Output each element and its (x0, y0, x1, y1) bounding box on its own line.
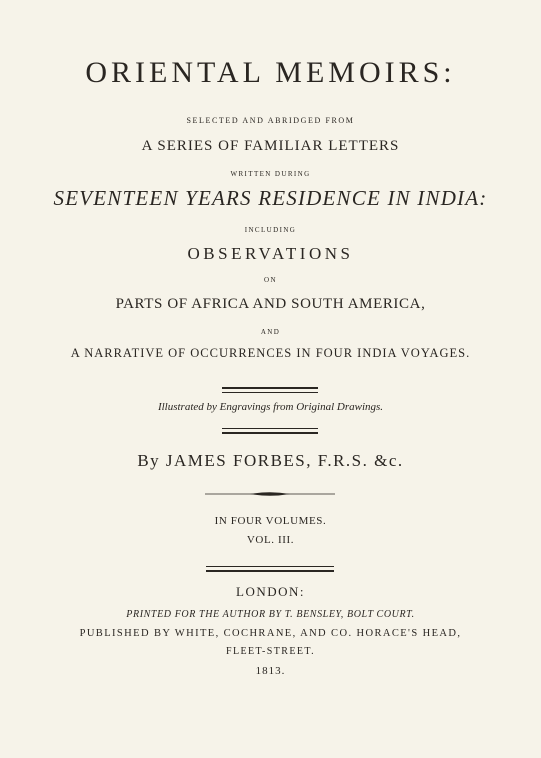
observations-line: OBSERVATIONS (187, 244, 354, 263)
seventeen-years-line: SEVENTEEN YEARS RESIDENCE IN INDIA: (53, 186, 488, 210)
on-caption: ON (264, 276, 277, 284)
and-caption: AND (260, 328, 281, 336)
author-name: JAMES FORBES, F.R.S. &c. (165, 451, 404, 470)
imprint-published: PUBLISHED BY WHITE, COCHRANE, AND CO. HORACE'S HEAD, (79, 628, 462, 639)
book-title: ORIENTAL MEMOIRS: (85, 56, 456, 89)
swelled-rule (205, 490, 335, 498)
imprint-printed: PRINTED FOR THE AUTHOR BY T. BENSLEY, BOLT COURT. (126, 609, 415, 620)
imprint-year: 1813. (255, 665, 286, 677)
volume-number: VOL. III. (246, 534, 295, 546)
written-caption: WRITTEN DURING (230, 170, 311, 178)
imprint-street: FLEET-STREET. (225, 646, 316, 657)
divider-rule (206, 566, 334, 567)
parts-line: PARTS OF AFRICA AND SOUTH AMERICA, (115, 296, 426, 312)
series-line: A SERIES OF FAMILIAR LETTERS (141, 138, 400, 154)
author-line (0, 451, 541, 471)
divider-rule (222, 392, 318, 393)
divider-rule (206, 570, 334, 572)
imprint-city: LONDON: (236, 584, 305, 599)
narrative-line: A NARRATIVE OF OCCURRENCES IN FOUR INDIA VOYAGES. (70, 346, 471, 360)
volumes-line: IN FOUR VOLUMES. (214, 515, 327, 527)
including-caption: INCLUDING (244, 226, 297, 234)
author-by: By (137, 451, 161, 470)
divider-rule (222, 387, 318, 389)
divider-rule (222, 428, 318, 429)
selected-caption: SELECTED AND ABRIDGED FROM (186, 116, 355, 125)
divider-rule (222, 432, 318, 434)
illustrated-line: Illustrated by Engravings from Original Drawings. (157, 401, 384, 413)
